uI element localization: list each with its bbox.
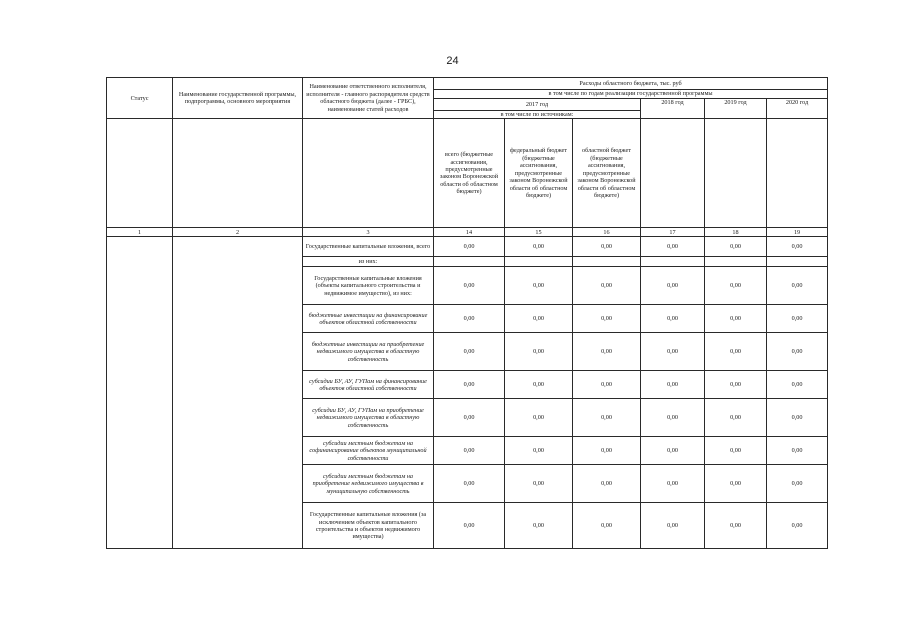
value-cell: 0,00: [705, 333, 767, 371]
value-cell: 0,00: [434, 305, 505, 333]
header-expenses-title: Расходы областного бюджета, тыс. руб: [434, 78, 828, 90]
value-cell: [573, 257, 641, 267]
header-regional: областной бюджет (бюджетные ассигнования, предусмотренные законом Воронежской области об областном бюджете): [573, 119, 641, 228]
value-cell: 0,00: [573, 503, 641, 549]
value-cell: 0,00: [641, 503, 705, 549]
program-name-cell: [173, 237, 303, 549]
page-number: 24: [446, 55, 459, 67]
value-cell: 0,00: [505, 305, 573, 333]
value-cell: 0,00: [767, 267, 828, 305]
value-cell: 0,00: [434, 503, 505, 549]
value-cell: 0,00: [505, 237, 573, 257]
value-cell: 0,00: [573, 267, 641, 305]
header-year-2018: 2018 год: [641, 99, 705, 119]
header-year-2017: 2017 год: [434, 99, 641, 111]
header-status-cont: [107, 119, 173, 228]
column-number: 19: [767, 228, 828, 237]
value-cell: 0,00: [573, 437, 641, 465]
value-cell: 0,00: [505, 399, 573, 437]
column-number: 17: [641, 228, 705, 237]
header-executor-cont: [303, 119, 434, 228]
value-cell: 0,00: [641, 267, 705, 305]
value-cell: 0,00: [573, 237, 641, 257]
row-label: Государственные капитальные вложения (объекты капитального строительства и недвижимое имущество), из них:: [303, 267, 434, 305]
row-label: Государственные капитальные вложения, всего: [303, 237, 434, 257]
header-program-name: Наименование государственной программы, подпрограммы, основного мероприятия: [173, 78, 303, 119]
row-label: Государственные капитальные вложения (за исключением объектов капитального строительства и объектов недвижимого имущества): [303, 503, 434, 549]
value-cell: 0,00: [505, 267, 573, 305]
value-cell: 0,00: [505, 465, 573, 503]
header-2020-cont: [767, 119, 828, 228]
column-number-row: [107, 228, 828, 237]
value-cell: 0,00: [767, 305, 828, 333]
value-cell: 0,00: [505, 333, 573, 371]
value-cell: 0,00: [573, 371, 641, 399]
value-cell: 0,00: [434, 437, 505, 465]
value-cell: 0,00: [705, 305, 767, 333]
value-cell: 0,00: [767, 399, 828, 437]
value-cell: 0,00: [505, 437, 573, 465]
value-cell: [767, 257, 828, 267]
row-label: субсидии БУ, АУ, ГУПам на финансирование объектов областной собственности: [303, 371, 434, 399]
column-number: 14: [434, 228, 505, 237]
value-cell: 0,00: [434, 371, 505, 399]
value-cell: 0,00: [434, 399, 505, 437]
value-cell: 0,00: [641, 333, 705, 371]
value-cell: 0,00: [641, 371, 705, 399]
row-label: бюджетные инвестиции на приобретение недвижимого имущества в областную собственность: [303, 333, 434, 371]
value-cell: 0,00: [641, 237, 705, 257]
value-cell: 0,00: [641, 399, 705, 437]
header-executor: Наименование ответственного исполнителя, исполнителя - главного распорядителя средств областного бюджета (далее - ГРБС), наименование статей расходов: [303, 78, 434, 119]
value-cell: 0,00: [641, 465, 705, 503]
status-cell: [107, 237, 173, 549]
value-cell: 0,00: [767, 333, 828, 371]
value-cell: 0,00: [705, 465, 767, 503]
header-2018-cont: [641, 119, 705, 228]
header-by-sources: в том числе по источникам:: [434, 111, 641, 119]
value-cell: 0,00: [705, 503, 767, 549]
value-cell: 0,00: [434, 267, 505, 305]
header-year-2020: 2020 год: [767, 99, 828, 119]
value-cell: 0,00: [573, 399, 641, 437]
column-number: 1: [107, 228, 173, 237]
value-cell: 0,00: [434, 465, 505, 503]
header-total: всего (бюджетные ассигнования, предусмотренные законом Воронежской области об областном бюджете): [434, 119, 505, 228]
value-cell: 0,00: [505, 503, 573, 549]
value-cell: 0,00: [767, 237, 828, 257]
column-number: 16: [573, 228, 641, 237]
value-cell: 0,00: [434, 237, 505, 257]
column-number: 2: [173, 228, 303, 237]
header-status: Статус: [107, 78, 173, 119]
column-number: 3: [303, 228, 434, 237]
row-label: из них:: [303, 257, 434, 267]
value-cell: 0,00: [505, 371, 573, 399]
value-cell: 0,00: [767, 371, 828, 399]
header-federal: федеральный бюджет (бюджетные ассигнования, предусмотренные законом Воронежской области об областном бюджете): [505, 119, 573, 228]
header-by-years: в том числе по годам реализации государственной программы: [434, 90, 828, 99]
row-label: субсидии БУ, АУ, ГУПам на приобретение недвижимого имущества в областную собственность: [303, 399, 434, 437]
value-cell: 0,00: [705, 437, 767, 465]
row-label: бюджетные инвестиции на финансирование объектов областной собственности: [303, 305, 434, 333]
table-row: [107, 237, 828, 257]
value-cell: 0,00: [767, 465, 828, 503]
value-cell: 0,00: [705, 399, 767, 437]
value-cell: 0,00: [573, 333, 641, 371]
column-number: 15: [505, 228, 573, 237]
value-cell: 0,00: [641, 305, 705, 333]
value-cell: 0,00: [705, 267, 767, 305]
budget-table: [106, 77, 828, 549]
value-cell: 0,00: [705, 237, 767, 257]
value-cell: 0,00: [767, 437, 828, 465]
value-cell: [641, 257, 705, 267]
value-cell: 0,00: [641, 437, 705, 465]
value-cell: 0,00: [434, 333, 505, 371]
column-number: 18: [705, 228, 767, 237]
header-year-2019: 2019 год: [705, 99, 767, 119]
value-cell: 0,00: [705, 371, 767, 399]
row-label: субсидии местным бюджетам на софинансирование объектов муниципальной собственности: [303, 437, 434, 465]
header-program-cont: [173, 119, 303, 228]
header-2019-cont: [705, 119, 767, 228]
value-cell: [434, 257, 505, 267]
row-label: субсидии местным бюджетам на приобретение недвижимого имущества в муниципальную собственность: [303, 465, 434, 503]
value-cell: [505, 257, 573, 267]
value-cell: [705, 257, 767, 267]
value-cell: 0,00: [767, 503, 828, 549]
value-cell: 0,00: [573, 465, 641, 503]
value-cell: 0,00: [573, 305, 641, 333]
